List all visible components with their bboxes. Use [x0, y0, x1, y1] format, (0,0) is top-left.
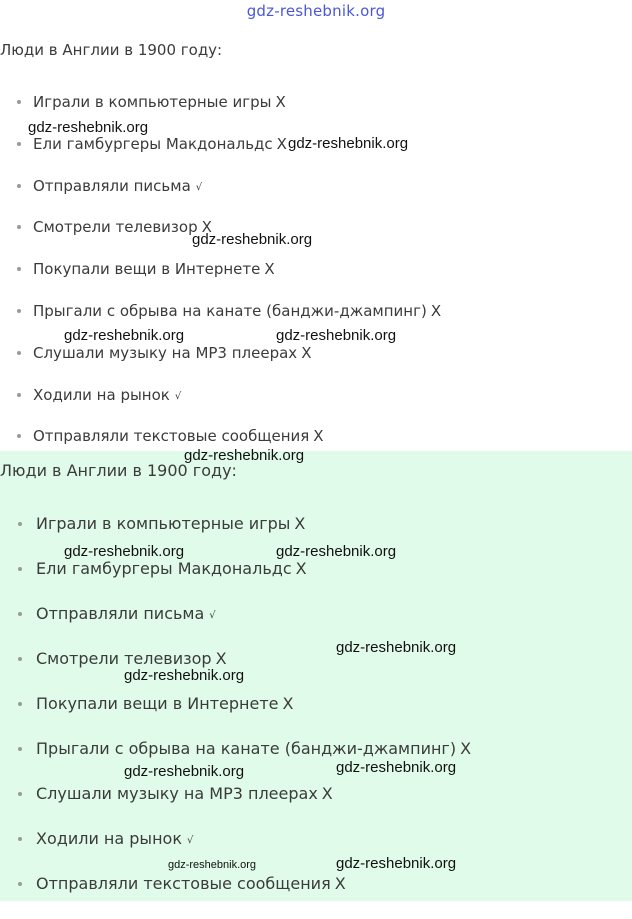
bullet-icon [18, 612, 22, 616]
list-item [0, 874, 632, 919]
bullet-icon [17, 434, 21, 438]
answer-section-1 [0, 0, 632, 451]
item-text: Играли в компьютерные игры [33, 93, 272, 111]
item-text: Играли в компьютерные игры [36, 514, 291, 533]
cross-mark: X [282, 694, 294, 713]
list-item [0, 385, 632, 427]
item-text: Ели гамбургеры Макдональдс [33, 134, 273, 153]
cross-mark: X [276, 134, 287, 153]
item-text: Отправляли письма [36, 604, 205, 623]
watermark: gdz-reshebnik.org [288, 135, 409, 152]
item-text: Смотрели телевизор [33, 218, 198, 237]
check-mark: √ [195, 181, 203, 193]
cross-mark: X [321, 784, 333, 803]
cross-mark: X [294, 514, 306, 533]
section-heading: Люди в Англии в 1900 году: [0, 41, 223, 59]
cross-mark: X [264, 260, 275, 279]
cross-mark: X [301, 343, 312, 362]
bullet-icon [17, 184, 21, 188]
bullet-icon [17, 309, 21, 313]
answer-section-2 [0, 451, 632, 901]
cross-mark: X [201, 218, 212, 237]
bullet-icon [17, 393, 21, 397]
check-mark: √ [209, 610, 216, 621]
bullet-icon [17, 267, 21, 271]
site-header-link[interactable]: gdz-reshebnik.org [246, 2, 386, 20]
watermark: gdz-reshebnik.org [336, 639, 457, 656]
item-text: Прыгали с обрыва на канате (банджи-джампинг) [36, 739, 457, 758]
item-text: Отправляли текстовые сообщения [33, 427, 310, 446]
watermark: gdz-reshebnik.org [192, 231, 313, 248]
section-heading: Люди в Англии в 1900 году: [0, 461, 237, 480]
cross-mark: X [295, 559, 307, 578]
bullet-icon [18, 747, 22, 751]
item-text: Ходили на рынок [36, 829, 182, 848]
item-text: Покупали вещи в Интернете [33, 260, 261, 279]
bullet-icon [18, 837, 22, 841]
watermark: gdz-reshebnik.org [28, 119, 149, 136]
check-mark: √ [174, 390, 182, 402]
watermark: gdz-reshebnik.org [336, 855, 457, 872]
item-text: Смотрели телевизор [36, 649, 212, 668]
item-text: Отправляли письма [33, 176, 191, 195]
list-item [0, 343, 632, 385]
bullet-icon [17, 100, 21, 104]
cross-mark: X [460, 739, 472, 758]
watermark: gdz-reshebnik.org [184, 447, 305, 464]
watermark: gdz-reshebnik.org [276, 327, 397, 344]
list-item [0, 784, 632, 829]
bullet-icon [18, 882, 22, 886]
cross-mark: X [430, 301, 442, 320]
list-item [0, 217, 632, 259]
list-item [0, 739, 632, 784]
watermark: gdz-reshebnik.org [64, 543, 185, 560]
item-text: Ели гамбургеры Макдональдс [36, 559, 292, 578]
watermark: gdz-reshebnik.org [124, 667, 245, 684]
item-text: Слушали музыку на MP3 плеерах [36, 784, 318, 803]
bullet-icon [18, 702, 22, 706]
watermark: gdz-reshebnik.org [168, 859, 257, 871]
bullet-icon [17, 142, 21, 146]
bullet-icon [17, 351, 21, 355]
list-item [0, 649, 632, 694]
check-mark: √ [186, 835, 194, 846]
watermark: gdz-reshebnik.org [276, 543, 397, 560]
list-item [0, 694, 632, 739]
cross-mark: X [275, 93, 286, 111]
watermark: gdz-reshebnik.org [64, 327, 185, 344]
bullet-icon [18, 657, 22, 661]
watermark: gdz-reshebnik.org [336, 759, 457, 776]
answer-list [0, 514, 632, 919]
bullet-icon [18, 522, 22, 526]
item-text: Отправляли текстовые сообщения [36, 874, 331, 893]
bullet-icon [18, 792, 22, 796]
list-item [0, 604, 632, 649]
list-item [0, 829, 632, 874]
list-item [0, 559, 632, 604]
cross-mark: X [334, 874, 346, 893]
cross-mark: X [313, 427, 324, 446]
item-text: Прыгали с обрыва на канате (банджи-джампинг) [33, 301, 427, 320]
bullet-icon [17, 225, 21, 229]
item-text: Покупали вещи в Интернете [36, 694, 279, 713]
watermark: gdz-reshebnik.org [124, 763, 245, 780]
bullet-icon [18, 567, 22, 571]
item-text: Ходили на рынок [33, 385, 170, 404]
list-item [0, 176, 632, 218]
list-item [0, 259, 632, 301]
cross-mark: X [215, 649, 227, 668]
item-text: Слушали музыку на MP3 плеерах [33, 343, 298, 362]
